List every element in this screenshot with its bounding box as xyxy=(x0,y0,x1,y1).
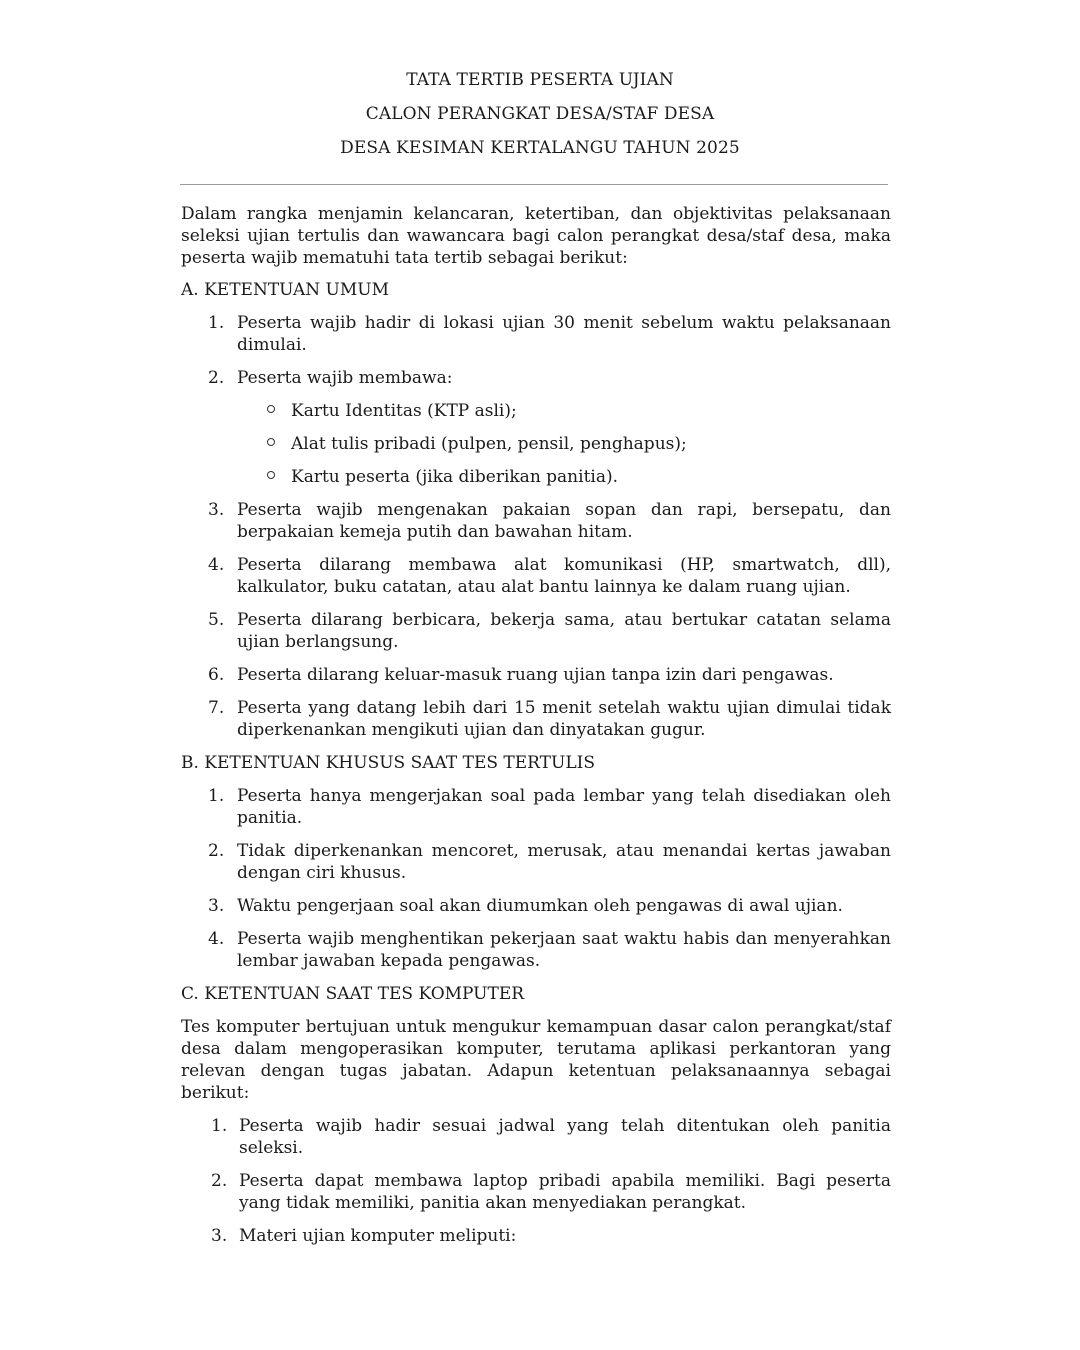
item-number: 2. xyxy=(208,841,225,861)
list-item xyxy=(181,928,891,972)
item-number: 5. xyxy=(208,610,225,630)
item-number: 3. xyxy=(208,896,225,916)
circle-bullet-icon xyxy=(267,405,275,413)
section-a-list xyxy=(181,312,891,741)
list-item xyxy=(181,785,891,829)
item-text: Peserta dapat membawa laptop pribadi apabila memiliki. Bagi peserta yang tidak memiliki, panitia akan menyediakan perangkat. xyxy=(239,1171,891,1213)
item-text: Waktu pengerjaan soal akan diumumkan oleh pengawas di awal ujian. xyxy=(237,896,843,916)
sub-list-item xyxy=(237,400,891,422)
list-item xyxy=(181,499,891,543)
item-text: Peserta yang datang lebih dari 15 menit setelah waktu ujian dimulai tidak diperkenankan mengikuti ujian dan dinyatakan gugur. xyxy=(237,698,891,740)
item-text: Peserta dilarang membawa alat komunikasi (HP, smartwatch, dll), kalkulator, buku catatan, atau alat bantu lainnya ke dalam ruang ujian. xyxy=(237,555,891,597)
item-number: 2. xyxy=(211,1171,228,1191)
list-item xyxy=(181,697,891,741)
item-number: 4. xyxy=(208,555,225,575)
item-number: 1. xyxy=(208,313,225,333)
item-number: 7. xyxy=(208,698,225,718)
sub-list-item xyxy=(237,433,891,455)
list-item xyxy=(181,1170,891,1214)
item-text: Peserta wajib membawa: xyxy=(237,368,453,388)
header-title: TATA TERTIB PESERTA UJIAN xyxy=(406,70,674,90)
list-item xyxy=(181,664,891,686)
list-item xyxy=(181,609,891,653)
list-item xyxy=(181,554,891,598)
list-item xyxy=(181,895,891,917)
header-location-year: DESA KESIMAN KERTALANGU TAHUN 2025 xyxy=(340,138,740,158)
item-text: Peserta hanya mengerjakan soal pada lembar yang telah disediakan oleh panitia. xyxy=(237,786,891,828)
intro-paragraph: Dalam rangka menjamin kelancaran, ketertiban, dan objektivitas pelaksanaan seleksi ujian tertulis dan wawancara bagi calon perangkat desa/staf desa, maka peserta wajib mematuhi tata tertib sebagai berikut: xyxy=(181,204,891,268)
item-number: 3. xyxy=(211,1226,228,1246)
list-item xyxy=(181,1115,891,1159)
section-b-list xyxy=(181,785,891,972)
item-number: 3. xyxy=(208,500,225,520)
list-item xyxy=(181,1225,891,1247)
document-header xyxy=(0,67,1080,169)
item-text: Peserta dilarang keluar-masuk ruang ujian tanpa izin dari pengawas. xyxy=(237,665,834,685)
list-item xyxy=(181,367,891,488)
section-c-heading: C. KETENTUAN SAAT TES KOMPUTER xyxy=(181,984,525,1004)
sub-list-item xyxy=(237,466,891,488)
section-c-list xyxy=(181,1115,891,1247)
item-text: Tidak diperkenankan mencoret, merusak, atau menandai kertas jawaban dengan ciri khusus. xyxy=(237,841,891,883)
header-divider xyxy=(180,184,888,185)
item-number: 1. xyxy=(211,1116,228,1136)
sub-list xyxy=(237,400,891,488)
section-b-heading: B. KETENTUAN KHUSUS SAAT TES TERTULIS xyxy=(181,753,595,773)
item-number: 6. xyxy=(208,665,225,685)
circle-bullet-icon xyxy=(267,471,275,479)
section-a-heading: A. KETENTUAN UMUM xyxy=(181,280,389,300)
header-subtitle: CALON PERANGKAT DESA/STAF DESA xyxy=(365,104,715,124)
sub-item-text: Kartu peserta (jika diberikan panitia). xyxy=(291,467,619,487)
section-c-intro: Tes komputer bertujuan untuk mengukur kemampuan dasar calon perangkat/staf desa dalam mengoperasikan komputer, terutama aplikasi perkantoran yang relevan dengan tugas jabatan. Adapun ketentuan pelaksanaannya sebagai berikut: xyxy=(181,1017,891,1103)
circle-bullet-icon xyxy=(267,438,275,446)
item-text: Materi ujian komputer meliputi: xyxy=(239,1226,517,1246)
item-text: Peserta dilarang berbicara, bekerja sama, atau bertukar catatan selama ujian berlangsung. xyxy=(237,610,891,652)
sub-item-text: Alat tulis pribadi (pulpen, pensil, penghapus); xyxy=(291,434,687,454)
item-text: Peserta wajib menghentikan pekerjaan saat waktu habis dan menyerahkan lembar jawaban kepada pengawas. xyxy=(237,929,891,971)
document-body xyxy=(181,203,891,1258)
list-item xyxy=(181,312,891,356)
sub-item-text: Kartu Identitas (KTP asli); xyxy=(291,401,517,421)
item-text: Peserta wajib hadir di lokasi ujian 30 menit sebelum waktu pelaksanaan dimulai. xyxy=(237,313,891,355)
list-item xyxy=(181,840,891,884)
item-number: 1. xyxy=(208,786,225,806)
item-number: 2. xyxy=(208,368,225,388)
item-text: Peserta wajib hadir sesuai jadwal yang telah ditentukan oleh panitia seleksi. xyxy=(239,1116,891,1158)
item-number: 4. xyxy=(208,929,225,949)
item-text: Peserta wajib mengenakan pakaian sopan dan rapi, bersepatu, dan berpakaian kemeja putih dan bawahan hitam. xyxy=(237,500,891,542)
